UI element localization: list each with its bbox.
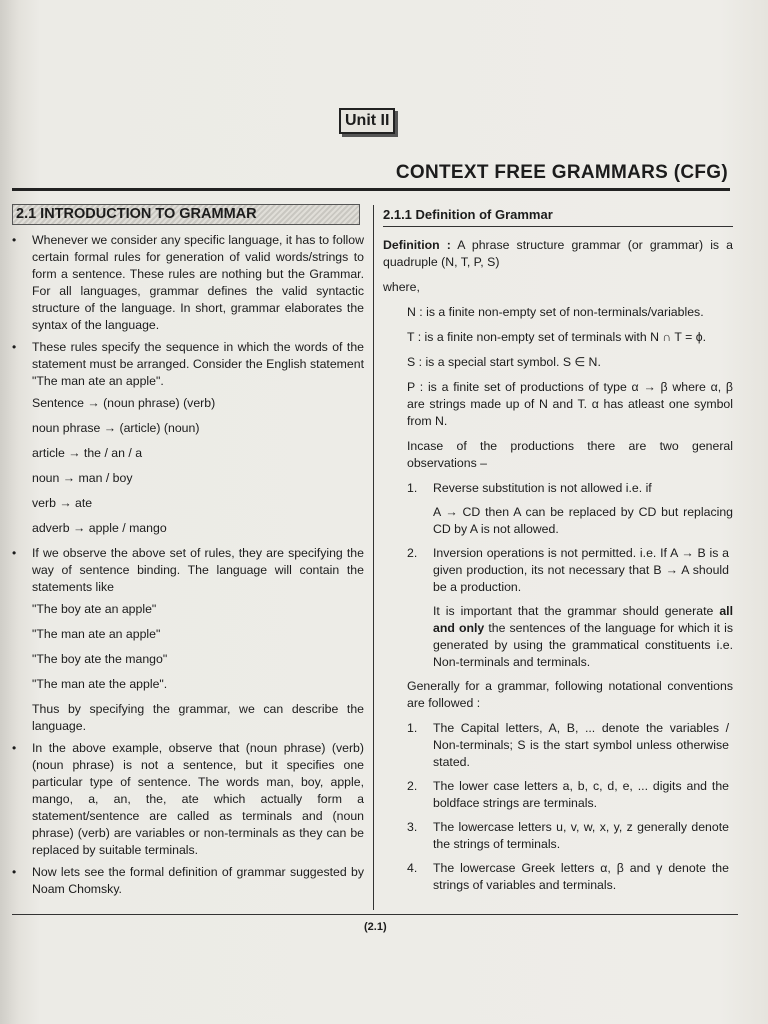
observation-detail bbox=[383, 603, 733, 671]
grammar-rule: verb → ate bbox=[32, 496, 93, 510]
text-part: the sentences of the language for which it is generated by using the grammatical constituents i.e. Non-terminals and terminals. bbox=[433, 621, 733, 669]
example-sentence: "The man ate an apple" bbox=[32, 627, 161, 641]
observation-item bbox=[383, 545, 733, 596]
convention-text: The lower case letters a, b, c, d, e, ... digits and the boldface strings are terminals. bbox=[433, 779, 729, 810]
example-sentence: "The man ate the apple". bbox=[32, 677, 168, 691]
grammar-rule: noun → man / boy bbox=[32, 471, 133, 485]
definition-label: Definition : bbox=[383, 238, 451, 252]
bullet-paragraph: • Now lets see the formal definition of grammar suggested by Noam Chomsky. bbox=[12, 864, 364, 898]
convention-text: The Capital letters, A, B, ... denote the variables / Non-terminals; S is the start symbol unless otherwise stated. bbox=[433, 721, 729, 769]
bullet-paragraph: • Whenever we consider any specific language, it has to follow certain formal rules for generation of valid words/strings to form a sentence. These rules are nothing but the Grammar. For all languages, grammar defines the valid syntactic structure of the language. In short, grammar elaborates the syntax of the language. bbox=[12, 232, 364, 334]
convention-number: 4. bbox=[407, 861, 418, 875]
grammar-rule: Sentence → (noun phrase) (verb) bbox=[32, 396, 216, 410]
section-heading: 2.1 INTRODUCTION TO GRAMMAR bbox=[12, 204, 360, 225]
example-sentence: "The boy ate the mango" bbox=[32, 652, 168, 666]
convention-item bbox=[383, 860, 733, 894]
unit-label: Unit II bbox=[339, 108, 395, 134]
bullet-paragraph: • If we observe the above set of rules, they are specifying the way of sentence binding. The language will contain the statements like bbox=[12, 545, 364, 596]
convention-number: 3. bbox=[407, 820, 418, 834]
definition-item: T : is a finite non-empty set of terminals with N ∩ T = ϕ. bbox=[407, 330, 707, 344]
definition-item: S : is a special start symbol. S ∈ N. bbox=[407, 355, 601, 369]
bullet-paragraph: • In the above example, observe that (noun phrase) (verb) (noun phrase) is not a sentence, but it specifies one particular type of sentence. The words man, boy, apple, mango, a, an, the, ate which actually form a statement/sentence are called as terminals and (noun phrase) (verb) are variables or non-terminals as they can be replaced by suitable terminals. bbox=[12, 740, 364, 859]
column-divider bbox=[373, 205, 374, 910]
paragraph: Thus by specifying the grammar, we can describe the language. bbox=[32, 702, 364, 733]
convention-text: The lowercase letters u, v, w, x, y, z generally denote the strings of terminals. bbox=[433, 820, 729, 851]
convention-number: 2. bbox=[407, 779, 418, 793]
convention-item bbox=[383, 778, 733, 812]
observation-number: 1. bbox=[407, 481, 418, 495]
definition-item: N : is a finite non-empty set of non-terminals/variables. bbox=[407, 305, 704, 319]
right-column bbox=[383, 206, 733, 901]
example-sentence: "The boy ate an apple" bbox=[32, 602, 157, 616]
left-column bbox=[12, 204, 364, 903]
grammar-rule: noun phrase → (article) (noun) bbox=[32, 421, 200, 435]
subsection-heading: 2.1.1 Definition of Grammar bbox=[383, 206, 733, 227]
observation-text: Reverse substitution is not allowed i.e. if bbox=[433, 481, 652, 495]
grammar-rule: adverb → apple / mango bbox=[32, 521, 167, 535]
convention-item bbox=[383, 819, 733, 853]
title-rule bbox=[12, 188, 730, 191]
observation-number: 2. bbox=[407, 546, 418, 560]
bullet-paragraph: • These rules specify the sequence in which the words of the statement must be arranged. Consider the English statement "The man ate an apple". bbox=[12, 339, 364, 390]
convention-text: The lowercase Greek letters α, β and γ denote the strings of variables and terminals. bbox=[433, 861, 729, 892]
observation-item bbox=[383, 480, 733, 497]
footer-rule bbox=[12, 914, 738, 915]
convention-number: 1. bbox=[407, 721, 418, 735]
definition bbox=[383, 237, 733, 271]
bold-text: all and only bbox=[433, 604, 734, 635]
where-label: where, bbox=[383, 280, 420, 294]
definition-text: A phrase structure grammar (or grammar) is a quadruple (N, T, P, S) bbox=[383, 238, 733, 269]
chapter-title: CONTEXT FREE GRAMMARS (CFG) bbox=[395, 162, 728, 183]
paragraph: Generally for a grammar, following notational conventions are followed : bbox=[407, 679, 733, 710]
grammar-rule: article → the / an / a bbox=[32, 446, 143, 460]
definition-item: P : is a finite set of productions of type α → β where α, β are strings made up of N and T. α has atleast one symbol from N. bbox=[407, 380, 733, 428]
convention-item bbox=[383, 720, 733, 771]
page-number: (2.1) bbox=[364, 921, 387, 933]
paragraph: Incase of the productions there are two general observations – bbox=[407, 439, 733, 470]
text-part: It is important that the grammar should generate bbox=[433, 604, 714, 618]
observation-detail: A → CD then A can be replaced by CD but replacing CD by A is not allowed. bbox=[433, 505, 733, 536]
observation-text: Inversion operations is not permitted. i.e. If A → B is a given production, its not necessary that B → A should be a production. bbox=[433, 546, 729, 594]
